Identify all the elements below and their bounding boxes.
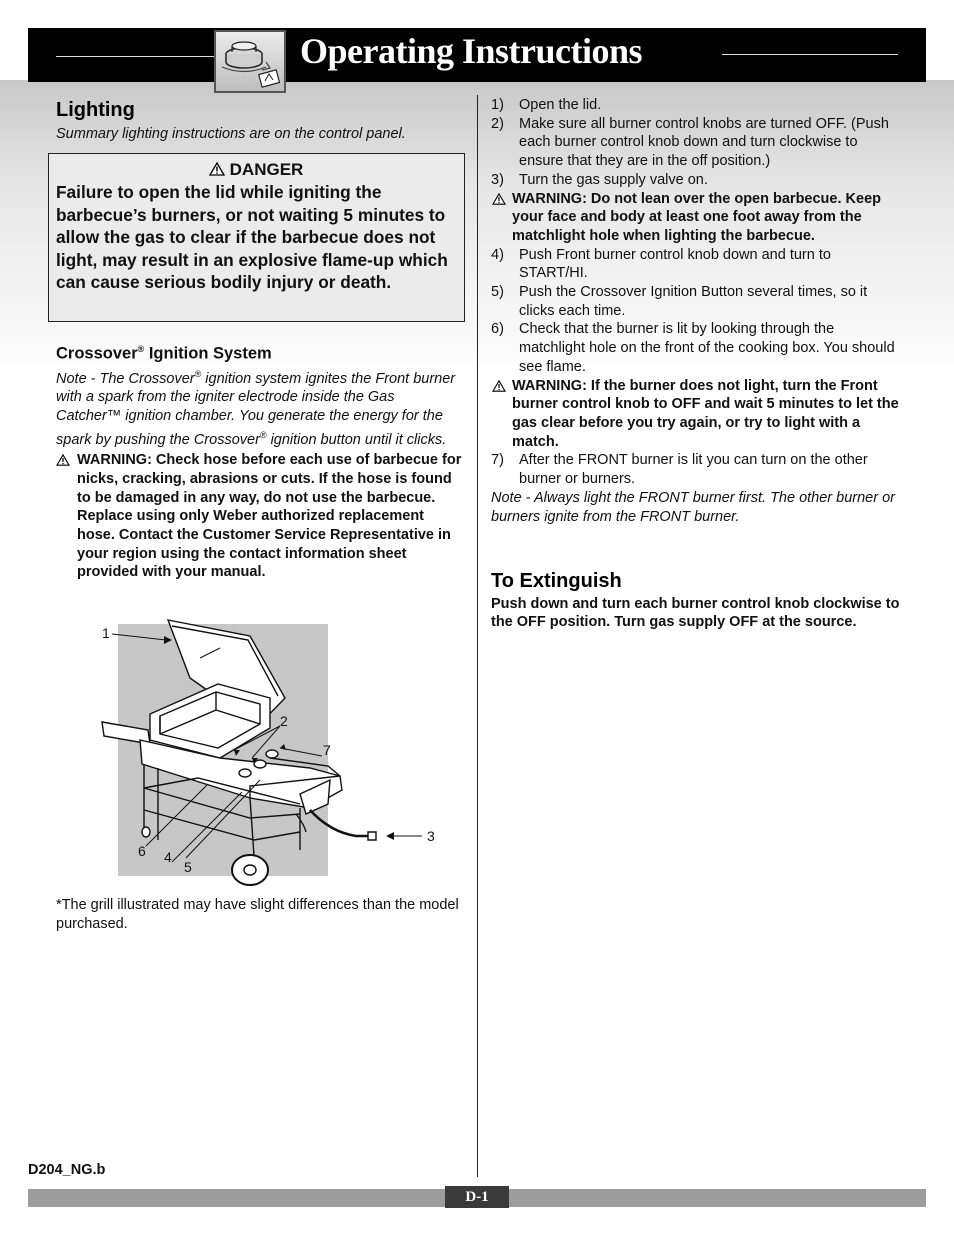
step-number: 3) — [491, 171, 504, 188]
crossover-heading-text: Crossover — [56, 344, 138, 363]
step-number: 7) — [491, 452, 504, 469]
danger-text: Failure to open the lid while igniting the barbecue’s burners, or not waiting 5 minutes to allow the gas to clear if the barbecue does not light, may result in an explosive flame-up which can cause serious bodily injury or death. — [56, 182, 448, 293]
step-text: Push Front burner control knob down and turn to START/HI. — [519, 246, 831, 282]
step-3 — [491, 171, 903, 190]
step-number: 1) — [491, 97, 504, 113]
crossover-section — [56, 339, 462, 582]
callout-3: 3 — [427, 828, 435, 844]
step-5 — [491, 283, 903, 320]
crossover-note-part3: ignition button until it clicks. — [266, 432, 447, 449]
grill-illustration — [100, 618, 440, 888]
right-column — [491, 96, 903, 632]
crossover-heading — [56, 339, 462, 364]
extinguish-heading: To Extinguish — [491, 569, 622, 592]
step-2 — [491, 115, 903, 171]
callout-4: 4 — [164, 849, 172, 865]
callout-5: 5 — [184, 859, 192, 875]
callout-7: 7 — [323, 742, 331, 758]
step-number: 6) — [491, 321, 504, 338]
danger-label: DANGER — [229, 160, 304, 179]
front-burner-note: Note - Always light the FRONT burner first. The other burner or burners ignite from the FRONT burner. — [491, 489, 895, 525]
step-6 — [491, 320, 903, 376]
grill-drawing — [100, 618, 440, 888]
lean-warning-text: WARNING: Do not lean over the open barbecue. Keep your face and body at least one foot away from the matchlight hole when lighting the barbecue. — [512, 190, 881, 244]
step-4 — [491, 246, 903, 283]
crossover-heading-suffix: Ignition System — [144, 344, 272, 363]
danger-header — [56, 160, 456, 180]
step-text: Push the Crossover Ignition Button several times, so it clicks each time. — [519, 284, 868, 319]
registered-mark: ® — [194, 368, 202, 379]
left-column — [56, 96, 462, 144]
header-rule-left — [56, 56, 216, 57]
crossover-note — [56, 365, 462, 451]
lean-warning — [491, 190, 903, 246]
page-title: Operating Instructions — [300, 31, 643, 71]
step-text: Open the lid. — [519, 97, 602, 113]
hose-warning — [56, 451, 462, 582]
warning-triangle-icon — [209, 162, 225, 176]
warning-triangle-icon — [492, 193, 506, 205]
step-7 — [491, 451, 903, 488]
crossover-note-part2: ignition system ignites the Front burner with a spark from the igniter electrode inside the Gas Catcher™ ignition chamber. You generate the energy for the spark by pushing the Crossover — [56, 370, 456, 449]
step-1 — [491, 96, 903, 115]
step-text: After the FRONT burner is lit you can turn on the other burner or burners. — [519, 452, 868, 488]
no-light-warning — [491, 377, 903, 452]
danger-box — [48, 153, 465, 322]
warning-triangle-icon — [492, 380, 506, 392]
grill-burner-icon — [214, 30, 286, 93]
step-text: Turn the gas supply valve on. — [519, 171, 708, 188]
crossover-note-part1: Note - The Crossover — [56, 370, 195, 387]
step-text: Check that the burner is lit by looking through the matchlight hole on the front of the cooking box. You should see flame. — [519, 321, 895, 375]
registered-mark: ® — [259, 430, 267, 441]
header-rule-right — [722, 54, 898, 55]
step-number: 4) — [491, 246, 504, 263]
lighting-heading: Lighting — [56, 99, 135, 121]
lighting-steps — [491, 96, 903, 489]
step-number: 2) — [491, 115, 504, 132]
page-number: D-1 — [445, 1186, 509, 1208]
warning-triangle-icon — [56, 454, 70, 466]
no-light-warning-text: WARNING: If the burner does not light, turn the Front burner control knob to OFF and wait 5 minutes to let the gas clear before you try again, or try to light with a match. — [512, 377, 899, 450]
illustration-footnote: *The grill illustrated may have slight differences than the model purchased. — [56, 897, 459, 932]
lighting-summary: Summary lighting instructions are on the control panel. — [56, 126, 406, 142]
registered-mark: ® — [137, 344, 145, 354]
column-divider — [477, 95, 478, 1177]
callout-6: 6 — [138, 843, 146, 859]
hose-warning-text: WARNING: Check hose before each use of barbecue for nicks, cracking, abrasions or cuts. If the hose is found to be damaged in any way, do not use the barbecue. Replace using only Weber authorized replacement hose. Contact the Customer Service Representative in your region using the contact information sheet provided with your manual. — [77, 452, 462, 581]
callout-2: 2 — [280, 713, 288, 729]
extinguish-text: Push down and turn each burner control knob clockwise to the OFF position. Turn gas supply OFF at the source. — [491, 595, 900, 631]
step-number: 5) — [491, 284, 504, 301]
step-text: Make sure all burner control knobs are turned OFF. (Push each burner control knob down and turn clockwise to ensure that they are in the off position.) — [519, 115, 889, 170]
document-code: D204_NG.b — [28, 1162, 106, 1178]
callout-1: 1 — [102, 625, 110, 641]
